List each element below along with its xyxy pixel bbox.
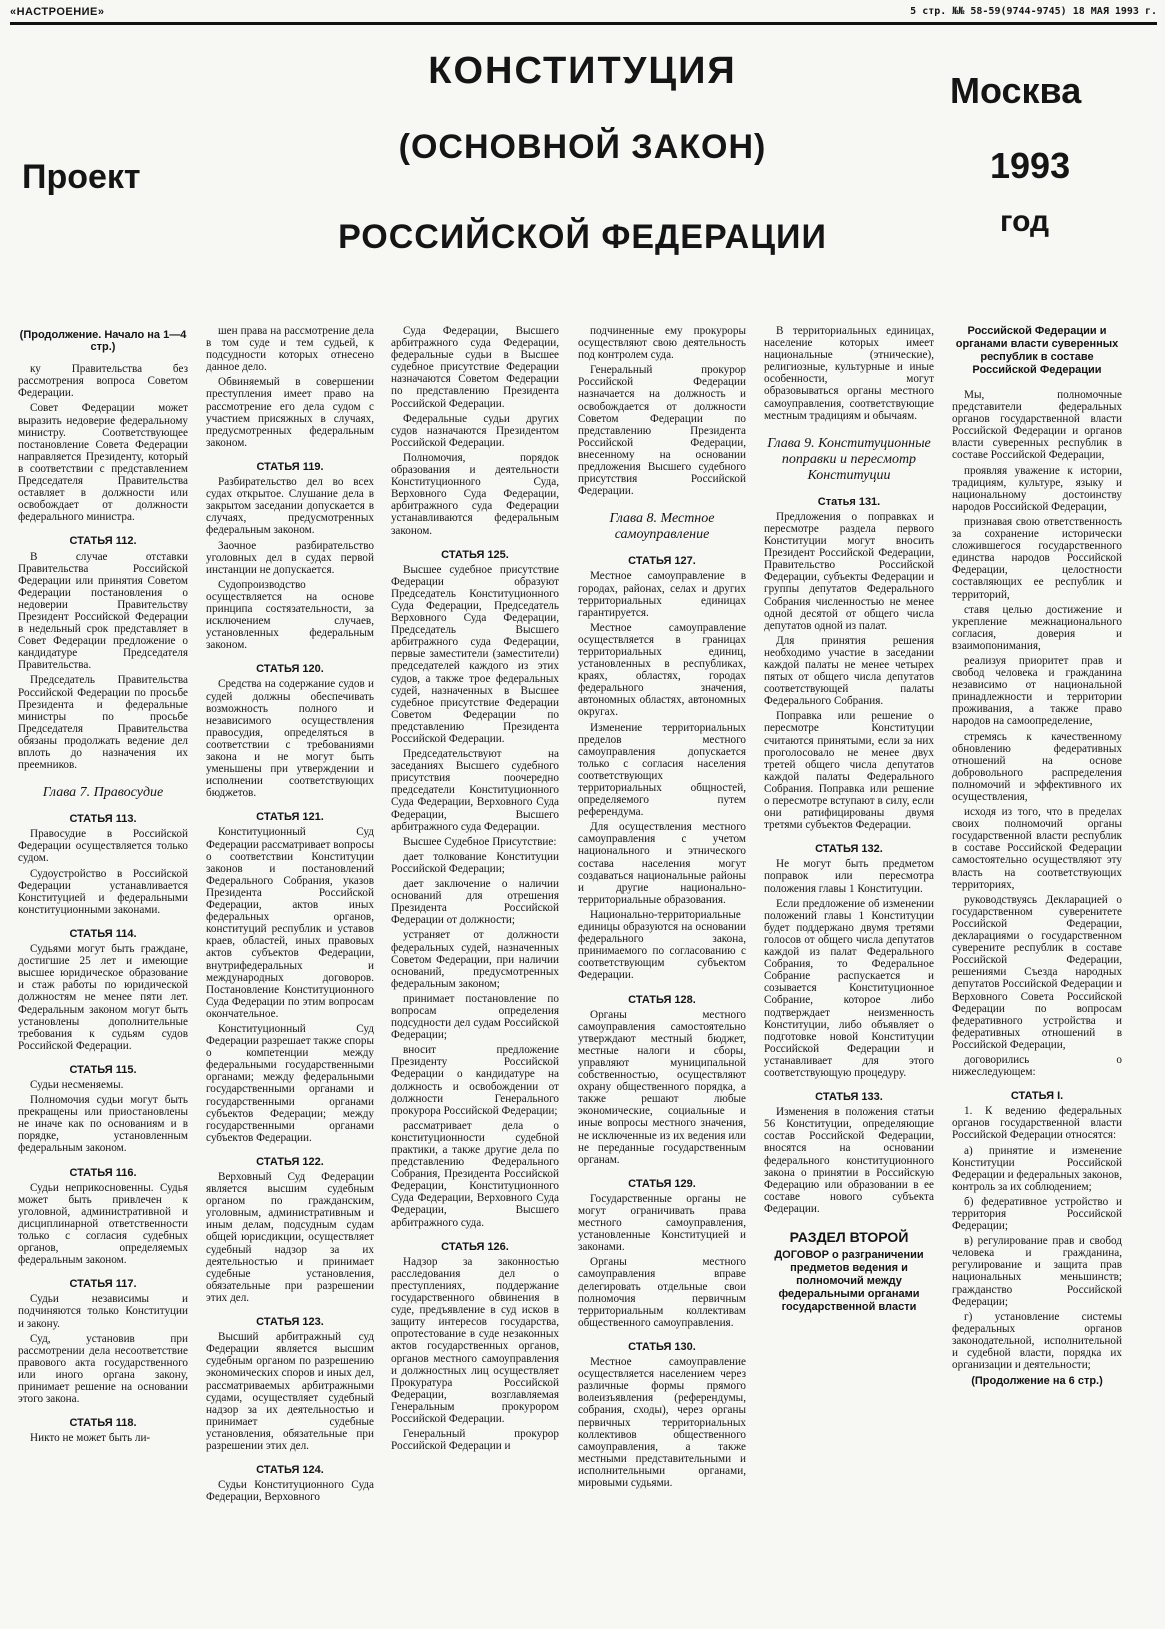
year-label: 1993 xyxy=(990,145,1071,186)
paragraph: Государственные органы не могут ограничивать права местного самоуправления, установленные Конституцией и законами. xyxy=(578,1192,746,1254)
paragraph: В территориальных единицах, население которых имеет национальные (этнические), религиозные, культурные и иные особенности, могут образовываться органы местного самоуправления, соответствующие местным традициям и обычаям. xyxy=(764,325,934,422)
title-constitution: КОНСТИТУЦИЯ xyxy=(428,50,737,92)
article-heading: СТАТЬЯ 121. xyxy=(256,811,324,824)
chapter-heading: Глава 9. Конституционные поправки и пересмотр Конституции xyxy=(767,435,931,483)
article-heading: СТАТЬЯ I. xyxy=(1010,1090,1064,1103)
article-heading: СТАТЬЯ 129. xyxy=(628,1177,696,1190)
section-heading: РАЗДЕЛ ВТОРОЙ xyxy=(789,1229,909,1245)
paragraph: Полномочия судьи могут быть прекращены или приостановлены не иначе как по основаниям и в порядке, установленным федеральным законом. xyxy=(18,1094,188,1155)
paragraph: Местное самоуправление осуществляется населением через различные формы прямого волеизъявления (референдумы, собрания, сходы), через органы первичных территориальных коллективов общественного самоуправления, а также местными представительными и исполнительными органами, мировыми судьями. xyxy=(578,1356,746,1489)
paragraph: 1. К ведению федеральных органов государственной власти Российской Федерации относятся: xyxy=(952,1105,1122,1142)
continuation-note: (Продолжение. Начало на 1—4 стр.) xyxy=(19,329,187,354)
paragraph: Местное самоуправление осуществляется в границах территориальных единиц, установленных в республиках, краях, областях, городах федерального значения, автономных областях, автономных округах. xyxy=(578,621,746,719)
text-column-6 xyxy=(952,325,1122,1625)
paragraph: Председатель Правительства Российской Федерации по просьбе Президента и федеральные министры по просьбе Председателя Правительства обязаны продолжать ведение дел вплоть до назначения их преемников. xyxy=(18,674,188,772)
paragraph: дает заключение о наличии оснований для отрешения Президента Российской Федерации от должности; xyxy=(391,878,559,927)
city-label: Москва xyxy=(950,70,1082,111)
paragraph: г) установление системы федеральных органов законодательной, исполнительной и судебной власти, порядка их организации и деятельности; xyxy=(952,1310,1122,1372)
article-heading: СТАТЬЯ 113. xyxy=(69,813,137,826)
paragraph: признавая свою ответственность за сохранение исторически сложившегося государственного единства народов Российской Федерации, целостности составляющих ее республик и территорий, xyxy=(952,515,1122,601)
paragraph: Изменение территориальных пределов местного самоуправления допускается только с согласия населения соответствующих территориальных общностей, определяемого путем референдума. xyxy=(578,721,746,819)
paragraph: Надзор за законностью расследования дел о преступлениях, поддержание государственного обвинения в суде, предъявление в суд исков в защиту интересов государства, опротестование в суде незаконных актов государственных органов, органов местного самоуправления и должностных лиц осуществляет Прокуратура Российской Федерации, возглавляемая Генеральным прокурором Российской Федерации. xyxy=(391,1255,559,1425)
paragraph: Судьями могут быть граждане, достигшие 25 лет и имеющие высшее юридическое образование и стаж работы по юридической должностям не менее пяти лет. Федеральным законом могут быть установлены дополнительные требования к судьям судов Российской Федерации. xyxy=(18,943,188,1052)
paragraph: Генеральный прокурор Российской Федерации и xyxy=(391,1428,559,1453)
paragraph: Разбирательство дел во всех судах открытое. Слушание дела в закрытом заседании допускается в случаях, предусмотренных федеральным законом. xyxy=(206,476,374,537)
text-column-3 xyxy=(391,325,559,1625)
article-heading: СТАТЬЯ 124. xyxy=(256,1464,324,1477)
paragraph: Для принятия решения необходимо участие в заседании каждой палаты не менее четырех пятых от общего числа депутатов соответствующей палаты Федерального Собрания. xyxy=(764,634,934,708)
title-basic-law: (ОСНОВНОЙ ЗАКОН) xyxy=(398,128,767,166)
issue-info: 5 стр. №№ 58-59(9744-9745) 18 МАЯ 1993 г. xyxy=(910,6,1157,17)
paragraph: Генеральный прокурор Российской Федерации назначается на должность и освобождается от должности Советом Федерации по представлению Президента Российской Федерации, внесенному на основании предложения Высшего судебного присутствия Российской Федерации. xyxy=(578,364,746,498)
paragraph: Конституционный Суд Федерации разрешает также споры о компетенции между федеральными государственными органами; между федеральными государственными органами и государственными органами субъектов Федерации; между государственными органами субъектов Федерации. xyxy=(206,1022,374,1144)
treaty-heading: ДОГОВОР о разграничении предметов ведения и полномочий между федеральными органами государственной власти xyxy=(774,1249,924,1314)
paragraph: Предложения о поправках и пересмотре раздела первого Конституции могут вносить Президент Российской Федерации, Правительство Российской Федерации, субъекты Федерации и группы депутатов Федерального Собрания численностью не менее одной десятой от общего числа депутатов одной из палат. xyxy=(764,510,934,632)
text-column-4 xyxy=(578,325,746,1625)
continuation-note: (Продолжение на 6 стр.) xyxy=(971,1375,1103,1388)
article-heading: СТАТЬЯ 119. xyxy=(256,460,324,473)
paragraph: Судьи несменяемы. xyxy=(30,1078,124,1091)
paragraph: ку Правительства без рассмотрения вопроса Советом Федерации. xyxy=(18,363,188,400)
text-column-1 xyxy=(18,325,188,1625)
paragraph: исходя из того, что в пределах своих полномочий органы государственной власти республик в составе Российской Федерации самостоятельно осуществляют эту власть на соответствующих территориях, xyxy=(952,806,1122,891)
paragraph: Полномочия, порядок образования и деятельности Конституционного Суда, Верховного Суда Федерации, арбитражного суда Федерации устанавливаются федеральным законом. xyxy=(391,451,559,537)
article-heading: СТАТЬЯ 117. xyxy=(69,1278,137,1291)
paragraph: вносит предложение Президенту Российской Федерации о кандидатуре на должность и освобождении от должности Генерального прокурора Российской Федерации; xyxy=(391,1044,559,1117)
article-heading: СТАТЬЯ 114. xyxy=(69,927,137,940)
article-heading: СТАТЬЯ 125. xyxy=(441,548,509,561)
paragraph: Поправка или решение о пересмотре Конституции считаются принятыми, если за них проголосовало не менее двух третей общего числа депутатов каждой палаты Федерального Собрания. Поправка или решение о пересмотре вступают в силу, если они ратифицированы двумя третями субъектов Федерации. xyxy=(764,710,934,832)
year-word: год xyxy=(1000,205,1050,238)
paragraph: Никто не может быть ли- xyxy=(30,1432,151,1445)
article-heading: Статья 131. xyxy=(817,495,881,508)
paragraph: Органы местного самоуправления вправе делегировать отдельные свои полномочия первичным территориальным коллективам общественного самоуправления. xyxy=(578,1256,746,1329)
article-heading: СТАТЬЯ 126. xyxy=(441,1240,509,1253)
paragraph: договорились о нижеследующем: xyxy=(952,1053,1122,1079)
paragraph: Местное самоуправление в городах, районах, селах и других территориальных единицах гарантируется. xyxy=(578,570,746,619)
paragraph: руководствуясь Декларацией о государственном суверенитете Российской Федерации, декларациями о государственном суверените республик в составе Российской Федерации, решениями Съезда народных депутатов Российской Федерации и Верховного Совета Российской Федерации по вопросам федеративного устройства и федеративных отношений в Российской Федерации, xyxy=(952,893,1122,1051)
treaty-heading-cont: Российской Федерации и органами власти суверенных республик в составе Российской Федерации xyxy=(955,325,1119,376)
paragraph: стремясь к качественному обновлению федеративных отношений на основе добровольного распределения полномочий и эффективного их осуществления, xyxy=(952,730,1122,803)
article-heading: СТАТЬЯ 122. xyxy=(256,1155,324,1168)
paragraph: Мы, полномочные представители федеральных органов государственной власти Российской Федерации и органов власти суверенных республик в составе Российской Федерации, xyxy=(952,389,1122,462)
paragraph: Верховный Суд Федерации является высшим судебным органом по гражданским, уголовным, административным и иным делам, подсудным судам общей юрисдикции, осуществляет судебный надзор за их деятельностью и принимает судебные установления, обязательные при разрешении этих дел. xyxy=(206,1171,374,1304)
paragraph: ставя целью достижение и укрепление межнационального согласия, доверия и взаимопонимания, xyxy=(952,603,1122,652)
article-heading: СТАТЬЯ 127. xyxy=(628,555,696,568)
paragraph: Обвиняемый в совершении преступления имеет право на рассмотрение его дела судом с участием присяжных в случаях, предусмотренных федеральным законом. xyxy=(206,376,374,449)
paragraph: Федеральные судьи других судов назначаются Президентом Российской Федерации. xyxy=(391,412,559,449)
text-column-2 xyxy=(206,325,374,1625)
text-column-5 xyxy=(764,325,934,1625)
paragraph: В случае отставки Правительства Российской Федерации или принятия Советом Федерации постановления о недоверии Правительству Президент Российской Федерации в недельный срок представляет в Совет Федерации предложение о кандидатуре Председателя Правительства. xyxy=(18,550,188,672)
paragraph: реализуя приоритет прав и свобод человека и гражданина независимо от национальной принадлежности и территории проживания, а также право народов на самоопределение, xyxy=(952,654,1122,728)
paragraph: Высший арбитражный суд Федерации является высшим судебным органом по разрешению экономических споров и иных дел, рассматриваемых арбитражными судами, осуществляет судебный надзор за их деятельностью и принимает судебные установления, обязательные при разрешении этих дел. xyxy=(206,1331,374,1452)
paragraph: Суд, установив при рассмотрении дела несоответствие правового акта государственного или иного органа закону, принимает решение на основании этого закона. xyxy=(18,1332,188,1406)
paragraph: Суда Федерации, Высшего арбитражного суда Федерации, федеральные судьи в Высшее судебное присутствие Федерации назначаются Советом Федерации по представлению Президента Российской Федерации. xyxy=(391,325,559,410)
paragraph: устраняет от должности федеральных судей, назначенных Советом Федерации, при наличии оснований, предусмотренных федеральным законом; xyxy=(391,929,559,990)
paragraph: принимает постановление по вопросам определения подсудности дел судам Российской Федерации; xyxy=(391,992,559,1042)
paragraph: шен права на рассмотрение дела в том суде и тем судьей, к подсудности которых отнесено данное дело. xyxy=(206,325,374,374)
paragraph: подчиненные ему прокуроры осуществляют свою деятельность под контролем суда. xyxy=(578,325,746,362)
paragraph: Средства на содержание судов и судей должны обеспечивать возможность полного и независимого осуществления правосудия, определяться в соответствии с требованиями закона и не могут быть уменьшены при утверждении и исполнении соответствующих бюджетов. xyxy=(206,678,374,800)
paragraph: Не могут быть предметом поправок или пересмотра положения главы 1 Конституции. xyxy=(764,858,934,895)
article-heading: СТАТЬЯ 120. xyxy=(256,663,324,676)
paragraph: Для осуществления местного самоуправления с учетом национального и этнического состава населения могут создаваться национальные районы и другие национально-территориальные образования. xyxy=(578,821,746,906)
paragraph: Судьи неприкосновенны. Судья может быть привлечен к уголовной, административной и дисциплинарной ответственности только с согласия судебных органов, определяемых федеральным законом. xyxy=(18,1181,188,1267)
paragraph: Национально-территориальные единицы образуются на основании федерального закона, принимаемого по согласованию с соответствующим субъектом Федерации. xyxy=(578,908,746,982)
paragraph: Судопроизводство осуществляется на основе принципа состязательности, за исключением случаев, установленных федеральным законом. xyxy=(206,578,374,652)
paragraph: рассматривает дела о конституционности судебной практики, а также другие дела по представлению Федерального Собрания, Президента Российской Федерации, Конституционного Суда Федерации, Верховного Суда Федерации, Высшего арбитражного суда. xyxy=(391,1119,559,1229)
paragraph: Конституционный Суд Федерации рассматривает вопросы о соответствии Конституции законов и постановлений Федерального Собрания, указов Президента Российской Федерации, актов иных федеральных органов, конституций республик и уставов краев, областей, иных правовых актов субъектов Федерации, внутрифедеральных и международных договоров. Постановление Конституционного Суда Федерации по этим вопросам окончательное. xyxy=(206,826,374,1020)
title-russian-federation: РОССИЙСКОЙ ФЕДЕРАЦИИ xyxy=(338,218,827,256)
paragraph: Судьи Конституционного Суда Федерации, Верховного xyxy=(206,1479,374,1504)
paragraph: Заочное разбирательство уголовных дел в судах первой инстанции не допускается. xyxy=(206,539,374,576)
draft-label: Проект xyxy=(22,158,141,196)
paragraph: Судьи независимы и подчиняются только Конституции и закону. xyxy=(18,1293,188,1330)
article-heading: СТАТЬЯ 130. xyxy=(628,1340,696,1353)
paragraph: Изменения в положения статьи 56 Конституции, определяющие состав Российской Федерации, вносятся на основании федерального конституционного закона о принятии в Российскую Федерацию или образовании в ее составе нового субъекта Федерации. xyxy=(764,1106,934,1215)
chapter-heading: Глава 7. Правосудие xyxy=(42,785,164,801)
paragraph: в) регулирование прав и свобод человека и гражданина, регулирование и защита прав национальных меньшинств; гражданство Российской Федерации; xyxy=(952,1235,1122,1308)
paragraph: а) принятие и изменение Конституции Российской Федерации и федеральных законов, контроль за их соблюдением; xyxy=(952,1144,1122,1193)
article-heading: СТАТЬЯ 118. xyxy=(69,1417,137,1430)
paragraph: Совет Федерации может выразить недоверие федеральному министру. Соответствующее постановление Совета Федерации направляется Президенту, который в соответствии с представлением Председателя Правительства оставляет в должности или освобождает от должности федерального министра. xyxy=(18,402,188,524)
paragraph: Председательствуют на заседаниях Высшего судебного присутствия поочередно председатели Конституционного Суда Федерации, Верховного Суда Федерации, Высшего арбитражного суда Федерации. xyxy=(391,748,559,833)
chapter-heading: Глава 8. Местное самоуправление xyxy=(609,511,715,543)
article-heading: СТАТЬЯ 132. xyxy=(815,843,883,856)
paragraph: Правосудие в Российской Федерации осуществляется только судом. xyxy=(18,828,188,865)
article-heading: СТАТЬЯ 123. xyxy=(256,1316,324,1329)
article-heading: СТАТЬЯ 133. xyxy=(815,1091,883,1104)
paragraph: Высшее судебное присутствие Федерации образуют Председатель Конституционного Суда Федерации, Председатель Верховного Суда Федерации, Председатель Высшего арбитражного суда Федерации, первые заместители (заместители) председателей каждого из этих судов, а также трое федеральных судей, назначенных в Высшее судебное присутствие Федерации Советом Федерации по представлению Президента Российской Федерации. xyxy=(391,563,559,745)
article-heading: СТАТЬЯ 116. xyxy=(69,1166,137,1179)
paragraph: Если предложение об изменении положений главы 1 Конституции будет поддержано двумя третями голосов от общего числа депутатов каждой из палат Федерального Собрания, то Федеральное Собрание распускается и созывается Конституционное Собрание, которое либо подтверждает неизменность Конституции, либо объявляет о подготовке новой Конституции Российской Федерации и устанавливает для этого соответствующую процедуру. xyxy=(764,897,934,1079)
paragraph: б) федеративное устройство и территория Российской Федерации; xyxy=(952,1195,1122,1233)
header-rule xyxy=(10,22,1157,25)
article-heading: СТАТЬЯ 128. xyxy=(628,993,696,1006)
paragraph: дает толкование Конституции Российской Федерации; xyxy=(391,850,559,875)
paragraph: Высшее Судебное Присутствие: xyxy=(403,835,557,848)
paragraph: Судоустройство в Российской Федерации устанавливается Конституцией и федеральными конституционными законами. xyxy=(18,867,188,916)
newspaper-name: «НАСТРОЕНИЕ» xyxy=(10,6,105,18)
article-heading: СТАТЬЯ 112. xyxy=(69,535,137,548)
paragraph: проявляя уважение к истории, традициям, культуре, языку и национальному достоинству народов Российской Федерации, xyxy=(952,464,1122,513)
article-columns xyxy=(18,325,1160,1625)
article-heading: СТАТЬЯ 115. xyxy=(69,1063,137,1076)
paragraph: Органы местного самоуправления самостоятельно утверждают местный бюджет, местные налоги и сборы, управляют муниципальной собственностью, осуществляют охрану общественного порядка, а также решают любые экономические, социальные и иные вопросы местного значения, не исключенные из их ведения или не переданные государственным органам. xyxy=(578,1008,746,1166)
